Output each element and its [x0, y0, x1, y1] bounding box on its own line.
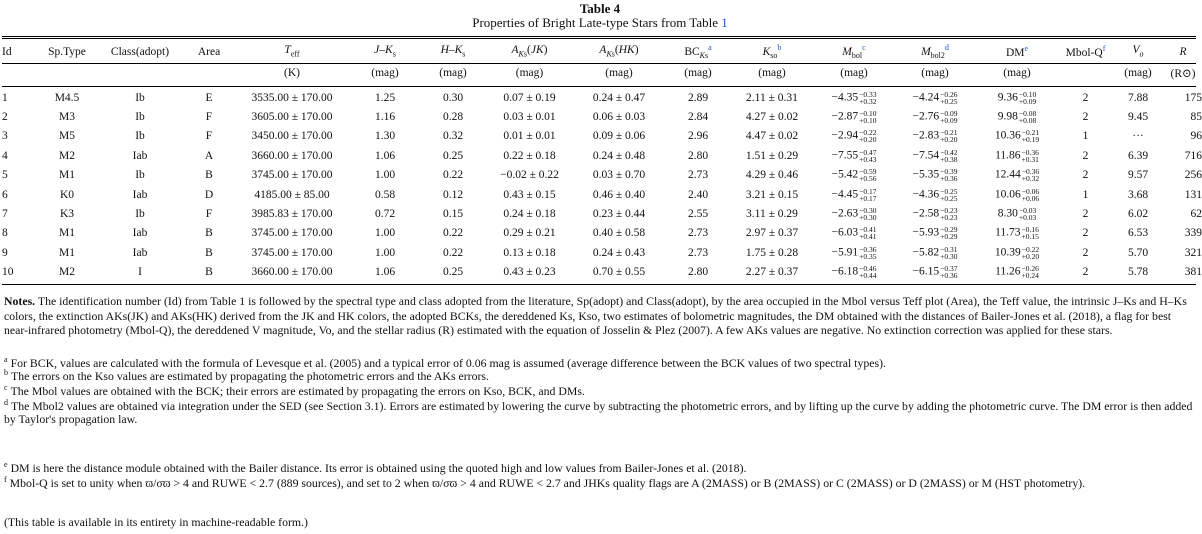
cell-jk: 1.16 [374, 111, 396, 124]
table-row [2, 224, 1202, 243]
cell-teff: 3745.00 ± 170.00 [251, 169, 333, 182]
cell-class: Ib [135, 169, 145, 182]
cell-teff: 3745.00 ± 170.00 [251, 227, 333, 240]
cell-mbol: −6.03 −0.41 +0.41 [831, 225, 877, 242]
cell-hk: 0.25 [442, 149, 464, 162]
col-kso: $K_{so}^b$ [762, 42, 782, 61]
cell-r: 716 [1184, 149, 1202, 162]
cell-kso: 4.27 ± 0.02 [745, 111, 799, 124]
cell-r: 321 [1184, 246, 1202, 259]
cell-hk: 0.30 [442, 91, 464, 104]
cell-mbol2: −5.93 −0.29 +0.29 [912, 225, 958, 242]
cell-r: 175 [1184, 91, 1202, 104]
cell-vo: 3.68 [1127, 188, 1149, 201]
cell-jk: 0.72 [374, 208, 396, 221]
cell-hk: 0.22 [442, 169, 464, 182]
cell-dm: 11.73 −0.16 +0.15 [995, 225, 1039, 242]
cell-jk: 1.00 [374, 246, 396, 259]
cell-id: 2 [2, 111, 8, 124]
cell-vo: 6.02 [1127, 208, 1149, 221]
unit-teff: (K) [284, 67, 300, 79]
cell-bc: 2.96 [687, 130, 709, 143]
col-ahk: $A_{Ks}(HK)$ [599, 44, 639, 59]
col-id: Id [2, 45, 12, 58]
cell-id: 1 [2, 91, 8, 104]
cell-bc: 2.73 [687, 227, 709, 240]
cell-jk: 1.25 [374, 91, 396, 104]
cell-kso: 1.75 ± 0.28 [745, 246, 799, 259]
cell-mbol: −7.55 −0.47 +0.43 [831, 147, 877, 164]
cell-vo: 7.88 [1127, 91, 1149, 104]
cell-sptype: M1 [59, 246, 75, 259]
cell-dm: 9.36 −0.10 +0.09 [997, 89, 1037, 106]
table-row [2, 185, 1202, 204]
cell-hk: 0.15 [442, 208, 464, 221]
cell-mbolq: 2 [1082, 227, 1089, 240]
notes-lead: Notes. [4, 294, 36, 308]
cell-mbol2: −6.15 −0.37 +0.36 [912, 264, 958, 281]
cell-dm: 9.98 −0.08 +0.08 [997, 109, 1037, 126]
cell-class: Ib [135, 130, 145, 143]
table-title [0, 15, 1200, 31]
cell-id: 6 [2, 188, 8, 201]
table-label: Table 4 [579, 1, 621, 16]
cell-r: 85 [1190, 111, 1202, 124]
col-area: Area [197, 45, 221, 58]
cell-dm: 10.39 −0.22 +0.20 [994, 244, 1040, 261]
cell-class: Iab [132, 188, 148, 201]
cell-jk: 1.00 [374, 227, 396, 240]
cell-jk: 1.06 [374, 149, 396, 162]
cell-class: Ib [135, 111, 145, 124]
cell-ahk: 0.23 ± 0.44 [592, 208, 646, 221]
cell-kso: 1.51 ± 0.29 [745, 149, 799, 162]
cell-class: Iab [132, 227, 148, 240]
footnote-b: $^b$ The errors on the Kso values are estimated by propagating the photometric errors and the AKs errors. [4, 368, 489, 383]
cell-mbol2: −4.36 −0.25 +0.25 [912, 186, 958, 203]
cell-vo: 5.70 [1127, 246, 1149, 259]
col-mbol2: $M_{bol2}^d$ [921, 42, 949, 61]
table-row [2, 263, 1202, 282]
cell-mbol: −2.87 −0.10 +0.10 [831, 109, 877, 126]
cell-dm: 10.36 −0.21 +0.19 [994, 128, 1040, 145]
cell-kso: 4.29 ± 0.46 [745, 169, 799, 182]
table-row [2, 83, 1202, 107]
cell-mbol2: −2.76 −0.09 +0.09 [912, 109, 958, 126]
cell-ajk: 0.13 ± 0.18 [503, 246, 556, 259]
table-row [2, 146, 1202, 165]
cell-mbolq: 2 [1082, 246, 1089, 259]
unit-vo: (mag) [1124, 67, 1152, 79]
cell-mbol2: −5.35 −0.39 +0.36 [912, 167, 958, 184]
stars-table [2, 40, 1202, 282]
cell-kso: 2.27 ± 0.37 [745, 266, 799, 279]
cell-kso: 4.47 ± 0.02 [745, 130, 799, 143]
cell-ajk: 0.29 ± 0.21 [503, 227, 556, 240]
cell-id: 7 [2, 208, 8, 221]
cell-sptype: M5 [59, 130, 75, 143]
table-row [2, 127, 1202, 146]
cell-mbol2: −2.58 −0.23 +0.23 [912, 206, 958, 223]
cell-hk: 0.22 [442, 227, 464, 240]
cell-jk: 0.58 [374, 188, 396, 201]
cell-r: 96 [1190, 130, 1202, 143]
cell-class: Iab [132, 149, 148, 162]
col-mbol: $M_{bol}^c$ [842, 42, 866, 61]
cell-r: 381 [1184, 266, 1202, 279]
col-sptype: Sp.Type [48, 45, 86, 58]
cell-kso: 2.97 ± 0.37 [745, 227, 799, 240]
cell-sptype: M3 [59, 111, 75, 124]
cell-hk: 0.22 [442, 246, 464, 259]
cell-bc: 2.80 [687, 266, 709, 279]
cell-area: B [205, 169, 213, 182]
table-row [2, 166, 1202, 185]
col-mbolq: Mbol-$Q^f$ [1065, 44, 1106, 59]
col-jk: $J-K_s$ [374, 44, 396, 59]
cell-sptype: M1 [59, 169, 75, 182]
footnote-f: $^f$ Mbol-Q is set to unity when ϖ/σϖ > 4 and RUWE < 2.7 (889 sources), and set to 2 when ϖ/σϖ > 4 and RUWE < 2.7 and JHKs quality flags are A (2MASS) or B (2MASS) or C (2MASS) or D (2MASS) or M (HST photometry). [4, 475, 1086, 490]
cell-ajk: −0.02 ± 0.22 [500, 169, 559, 182]
cell-ajk: 0.24 ± 0.18 [503, 208, 556, 221]
table-1-link[interactable]: 1 [721, 15, 728, 30]
cell-bc: 2.73 [687, 169, 709, 182]
col-teff: $T_{eff}$ [284, 44, 300, 59]
cell-teff: 3660.00 ± 170.00 [251, 149, 333, 162]
cell-vo: 6.39 [1127, 149, 1149, 162]
cell-hk: 0.32 [442, 130, 464, 143]
cell-teff: 3985.83 ± 170.00 [251, 208, 333, 221]
cell-bc: 2.80 [687, 149, 709, 162]
cell-ahk: 0.40 ± 0.58 [592, 227, 646, 240]
top-rule-1 [2, 36, 1196, 37]
cell-ajk: 0.01 ± 0.01 [503, 130, 556, 143]
bottom-rule [2, 284, 1196, 285]
cell-teff: 4185.00 ± 85.00 [254, 188, 330, 201]
cell-mbolq: 2 [1082, 169, 1089, 182]
cell-mbolq: 1 [1082, 188, 1089, 201]
cell-bc: 2.55 [687, 208, 709, 221]
cell-sptype: K0 [59, 188, 75, 201]
cell-bc: 2.40 [687, 188, 709, 201]
cell-vo: 5.78 [1127, 266, 1149, 279]
cell-kso: 3.21 ± 0.15 [745, 188, 799, 201]
unit-bc: (mag) [684, 67, 712, 79]
cell-dm: 11.26 −0.26 +0.24 [995, 264, 1039, 281]
cell-ahk: 0.24 ± 0.43 [592, 246, 646, 259]
cell-teff: 3450.00 ± 170.00 [251, 130, 333, 143]
top-rule-2 [2, 38, 1196, 39]
unit-dm: (mag) [1003, 67, 1031, 79]
cell-id: 8 [2, 227, 8, 240]
cell-kso: 3.11 ± 0.29 [746, 208, 798, 221]
notes-text: The identification number (Id) from Table 1 is followed by the spectral type and class adopted from the literature, Sp(adopt) and Class(adopt), by the area occupied in the Mbol versus Teff plot (Area), the Teff value, the intrinsic J–Ks and H–Ks colors, the extinction AKs(JK) and AKs(HK) derived from the JK and HK colors, the adopted BCKs, the dereddened Ks, Kso, two estimates of bolometric magnitudes, the DM obtained with the distances of Bailer-Jones et al. (2018), a flag for best near-infrared photometry (Mbol-Q), the dereddened V magnitude, Vo, and the stellar radius (R) estimated with the equation of Josselin & Plez (2007). A few AKs values are negative. No extinction correction was applied for these stars. [4, 294, 1187, 337]
cell-class: Iab [132, 246, 148, 259]
cell-mbol2: −5.82 −0.31 +0.30 [912, 244, 958, 261]
cell-mbol: −5.91 −0.36 +0.35 [831, 244, 877, 261]
cell-class: Ib [135, 208, 145, 221]
unit-mbol: (mag) [840, 67, 868, 79]
cell-sptype: M4.5 [54, 91, 80, 104]
cell-area: F [205, 111, 213, 124]
cell-jk: 1.30 [374, 130, 396, 143]
cell-jk: 1.00 [374, 169, 396, 182]
cell-r: 339 [1184, 227, 1202, 240]
unit-ahk: (mag) [605, 67, 633, 79]
footnote-c: $^c$ The Mbol values are obtained with the BCK; their errors are estimated by propagating the errors on Kso, BCK, and DMs. [4, 383, 585, 398]
col-dm: DMe [1005, 44, 1029, 59]
col-class: Class(adopt) [110, 45, 170, 58]
cell-area: E [205, 91, 213, 104]
cell-area: D [204, 188, 214, 201]
cell-ajk: 0.07 ± 0.19 [503, 91, 556, 104]
cell-area: B [205, 266, 213, 279]
col-bc: $BC_{Ks}^a$ [684, 42, 712, 61]
table-notes [4, 294, 1194, 338]
cell-dm: 10.06 −0.06 +0.06 [994, 186, 1040, 203]
units-row [2, 63, 1202, 83]
cell-teff: 3660.00 ± 170.00 [251, 266, 333, 279]
cell-mbol2: −2.83 −0.21 +0.20 [912, 128, 958, 145]
cell-teff: 3535.00 ± 170.00 [251, 91, 333, 104]
unit-jk: (mag) [371, 67, 399, 79]
table-title-text: Properties of Bright Late-type Stars from Table [472, 15, 722, 30]
footnote-e: $^e$ DM is here the distance module obtained with the Bailer distance. Its error is obtained using the quoted high and low values from Bailer-Jones et al. (2018). [4, 460, 747, 475]
cell-vo: 6.53 [1127, 227, 1149, 240]
cell-id: 5 [2, 169, 8, 182]
cell-mbolq: 2 [1082, 208, 1089, 221]
unit-hk: (mag) [439, 67, 467, 79]
unit-kso: (mag) [758, 67, 786, 79]
cell-hk: 0.28 [442, 111, 464, 124]
cell-dm: 8.30 −0.03 +0.03 [997, 206, 1037, 223]
cell-mbolq: 2 [1082, 91, 1089, 104]
cell-mbol: −6.18 −0.46 +0.44 [831, 264, 877, 281]
cell-vo: 9.45 [1127, 111, 1149, 124]
cell-teff: 3745.00 ± 170.00 [251, 246, 333, 259]
cell-jk: 1.06 [374, 266, 396, 279]
unit-r: (R⊙) [1170, 68, 1196, 80]
cell-area: F [205, 208, 213, 221]
cell-area: B [205, 246, 213, 259]
cell-id: 4 [2, 149, 8, 162]
cell-id: 9 [2, 246, 8, 259]
cell-sptype: M1 [59, 227, 75, 240]
col-ajk: $A_{Ks}(JK)$ [511, 44, 548, 59]
cell-dm: 11.86 −0.36 +0.31 [995, 147, 1039, 164]
table-row [2, 243, 1202, 262]
cell-bc: 2.84 [687, 111, 709, 124]
cell-ahk: 0.70 ± 0.55 [592, 266, 646, 279]
footnote-d: $^d$ The Mbol2 values are obtained via integration under the SED (see Section 3.1). Errors are estimated by lowering the curve by subtracting the photometric errors, and by lifting up the curve by adding the photometric curve. The DM error is then added by Taylor's propagation law. [4, 398, 1193, 427]
unit-ajk: (mag) [515, 67, 544, 79]
cell-ajk: 0.03 ± 0.01 [503, 111, 556, 124]
cell-r: 62 [1190, 208, 1202, 221]
cell-ahk: 0.24 ± 0.47 [592, 91, 646, 104]
cell-mbol: −2.63 −0.30 +0.30 [831, 206, 877, 223]
cell-mbol2: −7.54 −0.42 +0.38 [912, 147, 958, 164]
cell-ahk: 0.46 ± 0.40 [592, 188, 646, 201]
cell-ahk: 0.24 ± 0.48 [592, 149, 646, 162]
col-vo: $V_o$ [1132, 44, 1144, 59]
cell-mbolq: 2 [1082, 149, 1089, 162]
cell-class: Ib [135, 91, 145, 104]
cell-sptype: M2 [59, 149, 75, 162]
cell-bc: 2.89 [687, 91, 709, 104]
cell-mbol: −4.35 −0.33 +0.32 [831, 89, 877, 106]
table-row [2, 107, 1202, 126]
cell-class: I [138, 266, 142, 279]
cell-mbol: −2.94 −0.22 +0.20 [831, 128, 877, 145]
cell-area: F [205, 130, 213, 143]
footnote-a: $^a$ For BCK, values are calculated with the formula of Levesque et al. (2005) and a typical error of 0.06 mag is assumed (average difference between the BCK values of two spectral types). [4, 355, 886, 370]
cell-id: 10 [2, 266, 14, 279]
cell-ahk: 0.06 ± 0.03 [592, 111, 646, 124]
col-r: R [1179, 45, 1187, 58]
cell-mbolq: 1 [1082, 130, 1089, 143]
cell-area: B [205, 227, 213, 240]
cell-mbolq: 2 [1082, 266, 1089, 279]
cell-id: 3 [2, 130, 8, 143]
col-hk: $H-K_s$ [440, 44, 466, 59]
cell-mbol2: −4.24 −0.26 +0.25 [912, 89, 958, 106]
cell-area: A [204, 149, 214, 162]
cell-r: 131 [1184, 188, 1202, 201]
cell-ajk: 0.22 ± 0.18 [503, 149, 556, 162]
table-row [2, 204, 1202, 223]
cell-ahk: 0.03 ± 0.70 [592, 169, 646, 182]
cell-dm: 12.44 −0.36 +0.32 [994, 167, 1040, 184]
cell-mbol: −4.45 −0.17 +0.17 [831, 186, 877, 203]
cell-mbol: −5.42 −0.59 +0.56 [831, 167, 877, 184]
cell-sptype: M2 [59, 266, 75, 279]
cell-teff: 3605.00 ± 170.00 [251, 111, 333, 124]
cell-sptype: K3 [59, 208, 75, 221]
cell-ahk: 0.09 ± 0.06 [592, 130, 646, 143]
cell-vo: 9.57 [1127, 169, 1149, 182]
header-row [2, 40, 1202, 63]
cell-r: 256 [1184, 169, 1202, 182]
unit-mbol2: (mag) [921, 67, 949, 79]
cell-ajk: 0.43 ± 0.23 [503, 266, 556, 279]
availability-note: (This table is available in its entirety in machine-readable form.) [4, 515, 308, 529]
cell-kso: 2.11 ± 0.31 [746, 91, 798, 104]
cell-bc: 2.73 [687, 246, 709, 259]
cell-vo: ··· [1132, 130, 1144, 143]
cell-ajk: 0.43 ± 0.15 [503, 188, 556, 201]
cell-mbolq: 2 [1082, 111, 1089, 124]
cell-hk: 0.25 [442, 266, 464, 279]
cell-hk: 0.12 [442, 188, 464, 201]
